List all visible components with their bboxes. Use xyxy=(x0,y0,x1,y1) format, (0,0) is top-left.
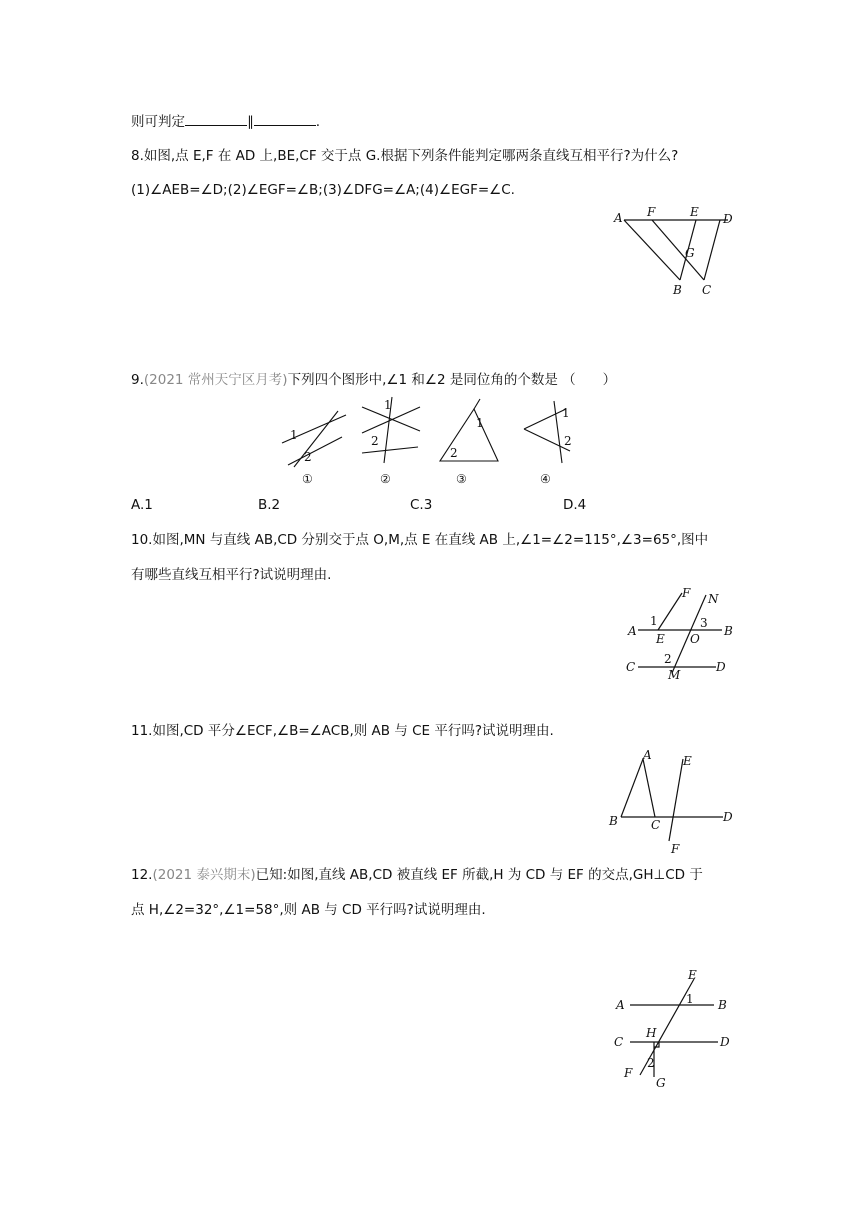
q10-figure xyxy=(620,585,740,680)
q11-label-a: A xyxy=(643,748,652,762)
q10-angle-2: 2 xyxy=(664,652,672,666)
q8-label-c: C xyxy=(702,283,712,297)
q7-answer-line xyxy=(131,112,320,132)
q8-figure xyxy=(610,200,740,300)
q12-label-g: G xyxy=(656,1076,666,1090)
q10-angle-1: 1 xyxy=(650,614,658,628)
q12-text-line-1 xyxy=(131,865,703,885)
q7-blank-2[interactable] xyxy=(254,112,316,126)
q10-angle-3: 3 xyxy=(700,616,708,630)
q12-label-c: C xyxy=(614,1035,624,1049)
q9-text-line xyxy=(131,370,616,390)
q9-fig2-angle-1: 1 xyxy=(384,398,392,412)
q7-blank-1[interactable] xyxy=(185,112,247,126)
q11-label-b: B xyxy=(609,814,618,828)
q8-label-g: G xyxy=(685,246,695,260)
q8-line-fc xyxy=(652,220,704,280)
q10-label-b: B xyxy=(724,624,733,638)
q10-label-f: F xyxy=(682,586,691,600)
q12-figure xyxy=(610,965,740,1090)
q11-label-e: E xyxy=(683,754,692,768)
q12-label-e: E xyxy=(688,968,697,982)
q11-figure xyxy=(605,745,740,860)
q12-source: (2021 泰兴期末) xyxy=(152,867,256,883)
q11-line-ac xyxy=(643,759,655,817)
q8-text-line-2: (1)∠AEB=∠D;(2)∠EGF=∠B;(3)∠DFG=∠A;(4)∠EGF=∠C. xyxy=(131,182,515,198)
q11-text-line: 11.如图,CD 平分∠ECF,∠B=∠ACB,则 AB 与 CE 平行吗?试说明理由. xyxy=(131,723,554,739)
q9-fig4-angle-1: 1 xyxy=(562,406,570,420)
q8-line-ab xyxy=(624,220,680,280)
q9-option-d[interactable]: D.4 xyxy=(563,497,587,513)
q9-number: 9. xyxy=(131,372,144,388)
q9-fig4-transversal xyxy=(554,401,562,463)
q9-fig3-triangle xyxy=(440,409,498,461)
q9-fig3-extension xyxy=(474,399,480,409)
q9-figure-label-2: ② xyxy=(380,472,391,486)
q9-fig4-angle-2: 2 xyxy=(564,434,572,448)
q9-option-c[interactable]: C.3 xyxy=(410,497,433,513)
q8-label-b: B xyxy=(673,283,682,297)
q7-end: . xyxy=(315,114,321,130)
q9-fig3-angle-1: 1 xyxy=(476,416,484,430)
q10-line-mn xyxy=(672,595,706,673)
q7-parallel-symbol: ∥ xyxy=(247,114,254,130)
q9-figure-label-1: ① xyxy=(302,472,313,486)
q10-line-ef xyxy=(658,593,682,630)
q10-label-a: A xyxy=(628,624,637,638)
q8-label-d: D xyxy=(723,212,733,226)
q9-figure-label-4: ④ xyxy=(540,472,551,486)
q9-text: 下列四个图形中,∠1 和∠2 是同位角的个数是 （ ） xyxy=(287,372,617,388)
q9-figures xyxy=(270,395,590,487)
q10-label-m: M xyxy=(668,668,681,680)
q11-label-f: F xyxy=(671,842,680,856)
q10-label-e: E xyxy=(656,632,665,646)
q11-label-c: C xyxy=(651,818,661,832)
q9-figure-label-3: ③ xyxy=(456,472,467,486)
q8-label-f: F xyxy=(647,205,656,219)
q12-label-f: F xyxy=(624,1066,633,1080)
q10-label-n: N xyxy=(708,592,719,606)
q9-fig3-angle-2: 2 xyxy=(450,446,458,460)
q10-text-line-2: 有哪些直线互相平行?试说明理由. xyxy=(131,567,332,583)
q12-label-b: B xyxy=(718,998,727,1012)
q11-label-d: D xyxy=(723,810,733,824)
q9-source: (2021 常州天宁区月考) xyxy=(143,372,288,388)
q12-number: 12. xyxy=(131,867,153,883)
q10-text-line-1: 10.如图,MN 与直线 AB,CD 分别交于点 O,M,点 E 在直线 AB 上,∠1=∠2=115°,∠3=65°,图中 xyxy=(131,532,709,548)
q11-line-ef xyxy=(669,759,683,841)
q7-prefix: 则可判定 xyxy=(131,114,185,130)
q12-label-d: D xyxy=(720,1035,730,1049)
q12-text-line-2: 点 H,∠2=32°,∠1=58°,则 AB 与 CD 平行吗?试说明理由. xyxy=(131,902,486,918)
q12-label-h: H xyxy=(646,1026,657,1040)
q9-fig1-transversal xyxy=(294,411,338,467)
q11-line-ab xyxy=(621,759,643,817)
q8-label-e: E xyxy=(690,205,699,219)
q10-label-c: C xyxy=(626,660,636,674)
q12-text-1: 已知:如图,直线 AB,CD 被直线 EF 所截,H 为 CD 与 EF 的交点,GH⊥CD 于 xyxy=(255,867,703,883)
q9-option-b[interactable]: B.2 xyxy=(258,497,281,513)
q12-angle-1: 1 xyxy=(686,992,694,1006)
q12-angle-2: 2 xyxy=(647,1056,655,1070)
q9-fig2-angle-2: 2 xyxy=(371,434,379,448)
q8-text-line-1: 8.如图,点 E,F 在 AD 上,BE,CF 交于点 G.根据下列条件能判定哪两条直线互相平行?为什么? xyxy=(131,148,679,164)
q9-fig4-line-a xyxy=(524,409,566,429)
q8-line-dc xyxy=(704,220,720,280)
q9-option-a[interactable]: A.1 xyxy=(131,497,153,513)
q9-fig1-angle-1: 1 xyxy=(290,428,298,442)
q9-fig1-angle-2: 2 xyxy=(304,450,312,464)
q8-label-a: A xyxy=(614,211,623,225)
q10-label-d: D xyxy=(716,660,726,674)
q12-label-a: A xyxy=(616,998,625,1012)
q10-label-o: O xyxy=(690,632,700,646)
